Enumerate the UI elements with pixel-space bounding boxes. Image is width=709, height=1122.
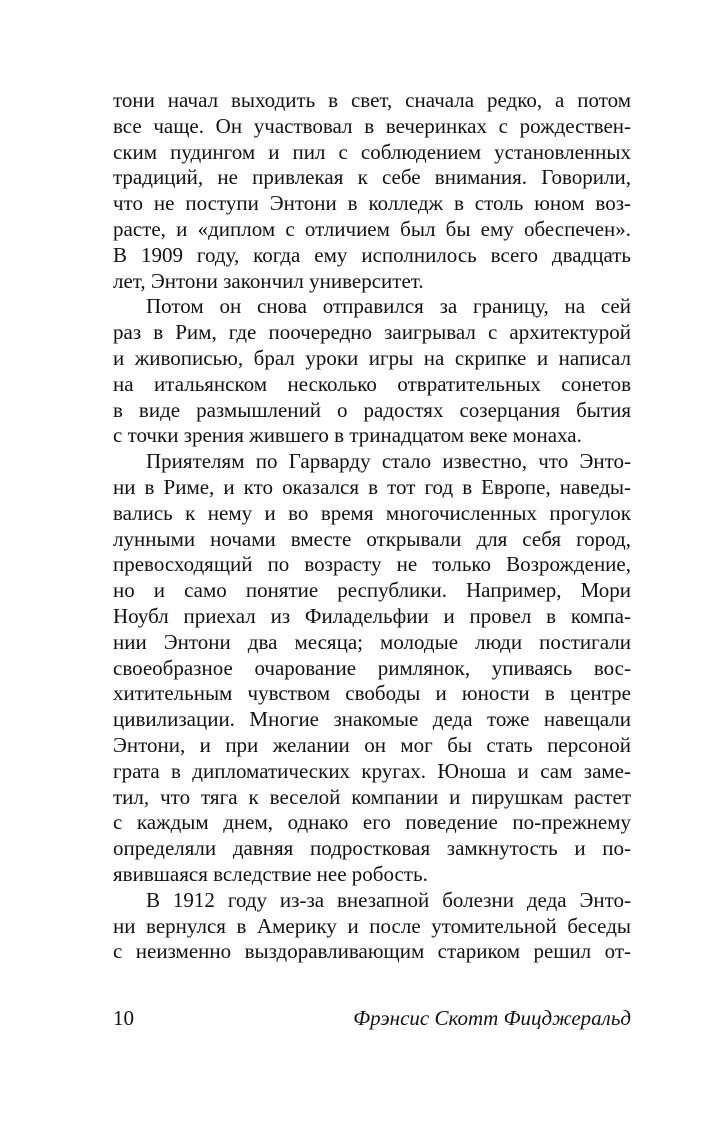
text-line: но и само понятие республики. Например, Мори (113, 578, 631, 603)
page-number: 10 (113, 1006, 134, 1030)
text-line: раз в Рим, где поочередно заигрывал с архитектурой (113, 320, 631, 345)
text-line: с точки зрения жившего в тринадцатом веке монаха. (113, 423, 582, 448)
text-line: в виде размышлений о радостях созерцания бытия (113, 397, 631, 422)
text-line: Ноубл приехал из Филадельфии и провел в компа- (113, 603, 631, 628)
page-footer (113, 1006, 631, 1036)
text-line: ским пудингом и пил с соблюдением установленных (113, 139, 631, 164)
body-text (113, 88, 631, 965)
text-line: традиций, не привлекая к себе внимания. Говорили, (113, 165, 631, 190)
text-line: на итальянском несколько отвратительных сонетов (113, 371, 631, 396)
text-line: ни вернулся в Америку и после утомительной беседы (113, 913, 631, 938)
text-line: цивилизации. Многие знакомые деда тоже навещали (113, 707, 631, 732)
text-line: все чаще. Он участвовал в вечеринках с рождествен- (113, 113, 631, 138)
text-line: нии Энтони два месяца; молодые люди постигали (113, 629, 631, 654)
text-line: и живописью, брал уроки игры на скрипке и написал (113, 345, 631, 370)
running-title: Фрэнсис Скотт Фицджеральд (353, 1006, 631, 1030)
text-line: расте, и «диплом с отличием был бы ему обеспечен». (113, 216, 631, 241)
text-line: хитительным чувством свободы и юности в центре (113, 681, 631, 706)
text-line: с неизменно выздоравливающим стариком решил от- (113, 939, 631, 964)
text-line: тони начал выходить в свет, сначала редко, а потом (113, 88, 631, 112)
text-line: Приятелям по Гарварду стало известно, что Энто- (146, 449, 631, 474)
text-line: В 1909 году, когда ему исполнилось всего двадцать (113, 242, 631, 267)
text-line: Энтони, и при желании он мог бы стать персоной (113, 732, 631, 757)
text-line: В 1912 году из-за внезапной болезни деда Энто- (146, 887, 631, 912)
text-line: Потом он снова отправился за границу, на сей (146, 294, 631, 319)
text-line: лет, Энтони закончил университет. (113, 268, 424, 293)
text-line: грата в дипломатических кругах. Юноша и сам заме- (113, 758, 631, 783)
text-line: ни в Риме, и кто оказался в тот год в Европе, наведы- (113, 474, 631, 499)
text-line: лунными ночами вместе открывали для себя город, (113, 526, 631, 551)
text-line: тил, что тяга к веселой компании и пирушкам растет (113, 784, 631, 809)
text-line: что не поступи Энтони в колледж в столь юном воз- (113, 191, 631, 216)
text-line: определяли давняя подростковая замкнутость и по- (113, 836, 631, 861)
text-line: превосходящий по возрасту не только Возрождение, (113, 552, 631, 577)
text-line: вались к нему и во время многочисленных прогулок (113, 500, 631, 525)
text-line: с каждым днем, однако его поведение по-прежнему (113, 810, 631, 835)
text-line: явившаяся вследствие нее робость. (113, 861, 428, 886)
text-line: своеобразное очарование римлянок, упиваясь вос- (113, 655, 631, 680)
